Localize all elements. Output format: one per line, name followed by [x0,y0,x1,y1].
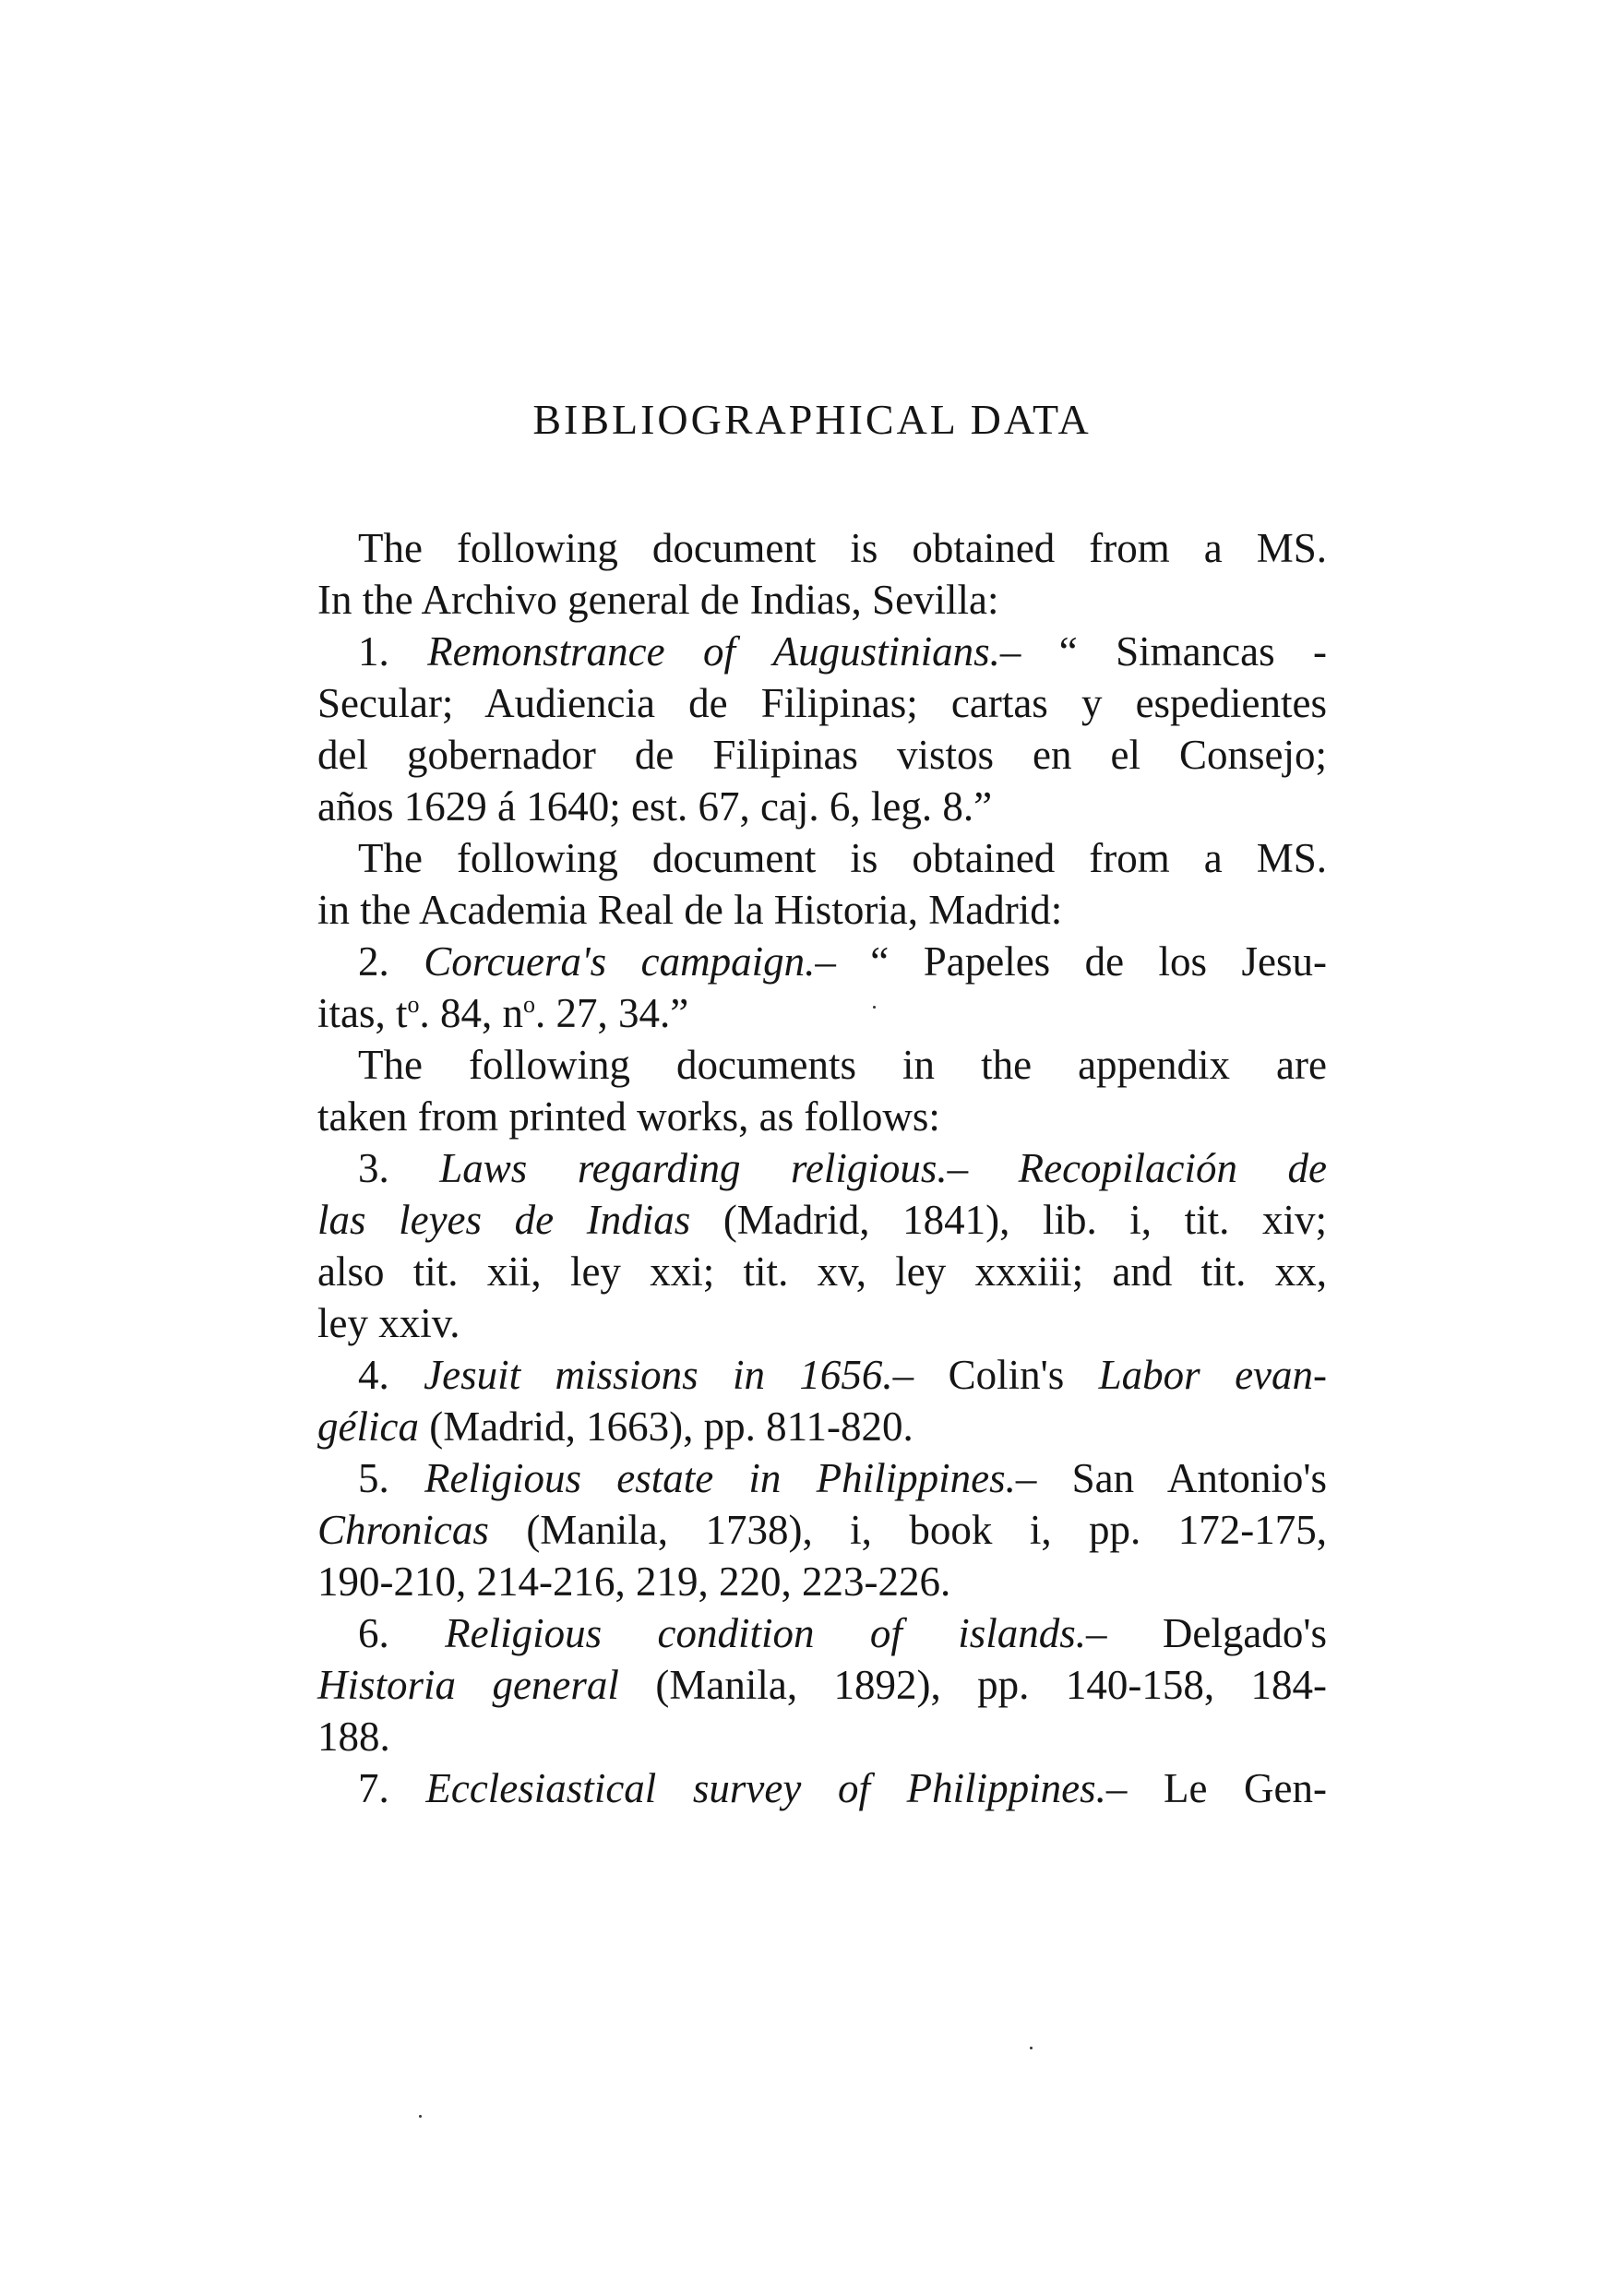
text-segment: Jesuit missions in 1656. [424,1352,893,1398]
text-segment: itas, t [317,990,408,1036]
text-segment: 3. [358,1145,440,1191]
text-segment: 7. [358,1765,426,1811]
text-segment: 4. [358,1352,424,1398]
text-line [317,1504,1327,1556]
text-segment: ley xxiv. [317,1300,460,1346]
text-segment: Religious condition of islands. [445,1610,1087,1656]
text-segment: Laws regarding religious.– Recopilación de [439,1145,1328,1191]
text-segment: The following document is obtained from a MS. [358,835,1327,881]
text-segment: Labor evan- [1098,1352,1328,1398]
text-segment: (Manila, 1892), pp. 140-158, 184- [618,1662,1328,1708]
text-segment: (Manila, 1738), i, book i, pp. 172-175, [488,1507,1327,1553]
text-segment: (Madrid, 1841), lib. i, tit. xiv; [690,1197,1328,1243]
text-segment: Historia general [317,1662,619,1708]
text-segment: del gobernador de Filipinas vistos en el Consejo; [317,732,1327,778]
text-segment: Ecclesiastical survey of Philippines. [425,1765,1106,1811]
text-segment: las leyes de Indias [317,1197,691,1243]
text-line [317,677,1327,729]
text-segment: (Madrid, 1663), pp. 811-820. [418,1403,914,1450]
text-line [317,1711,1327,1762]
text-segment: – Le Gen- [1105,1765,1328,1811]
text-line [358,1142,1327,1194]
text-segment: – “ Simancas - [999,628,1327,675]
text-segment: 6. [358,1610,446,1656]
text-segment: . 27, 34.” [535,990,689,1036]
text-segment: . 84, n [419,990,523,1036]
text-line [317,781,1327,832]
text-line [317,987,1327,1039]
text-line [317,1556,1327,1607]
text-segment: Chronicas [317,1507,489,1553]
text-line [358,1039,1327,1091]
superscript: o [407,991,420,1018]
text-segment: 190-210, 214-216, 219, 220, 223-226. [317,1558,951,1605]
text-segment: The following documents in the appendix are [358,1042,1327,1088]
text-segment: also tit. xii, ley xxi; tit. xv, ley xxxiii; and tit. xx, [317,1248,1327,1295]
text-segment: 2. [358,938,424,985]
text-segment: 188. [317,1714,390,1760]
text-segment: – Colin's [892,1352,1099,1398]
text-segment: Religious estate in Philippines. [424,1455,1016,1501]
text-segment: taken from printed works, as follows: [317,1093,940,1140]
text-line [317,1297,1327,1349]
text-segment: años 1629 á 1640; est. 67, caj. 6, leg. 8.” [317,783,993,830]
page-title: BIBLIOGRAPHICAL DATA [532,396,1092,443]
text-line [358,832,1327,884]
text-segment: gélica [317,1403,419,1450]
text-line [317,1246,1327,1297]
text-line [317,884,1327,936]
text-line [317,729,1327,781]
text-segment: In the Archivo general de Indias, Sevilla: [317,577,999,623]
text-segment: – “ Papeles de los Jesu- [815,938,1328,985]
text-line [317,574,1327,626]
text-line [358,1452,1327,1504]
text-line [317,1091,1327,1142]
text-line [358,626,1327,677]
text-line [358,1762,1327,1814]
text-segment: Corcuera's campaign. [424,938,816,985]
text-segment: Remonstrance of Augustinians. [427,628,1000,675]
superscript: o [523,991,535,1018]
text-segment: – San Antonio's [1015,1455,1328,1501]
text-line [317,1659,1327,1711]
text-line [358,522,1327,574]
text-segment: in the Academia Real de la Historia, Madrid: [317,887,1063,933]
scan-speck [1030,2047,1033,2049]
text-segment: 5. [358,1455,424,1501]
text-line [358,936,1327,987]
text-segment: Secular; Audiencia de Filipinas; cartas y espedientes [317,680,1327,726]
text-line [358,1349,1327,1401]
text-segment: 1. [358,628,428,675]
scan-speck [419,2115,422,2118]
text-line [358,1607,1327,1659]
text-line [317,1401,1327,1452]
text-line [317,1194,1327,1246]
text-segment: – Delgado's [1086,1610,1327,1656]
text-segment: The following document is obtained from a MS. [358,525,1327,571]
scan-speck [873,1006,876,1009]
